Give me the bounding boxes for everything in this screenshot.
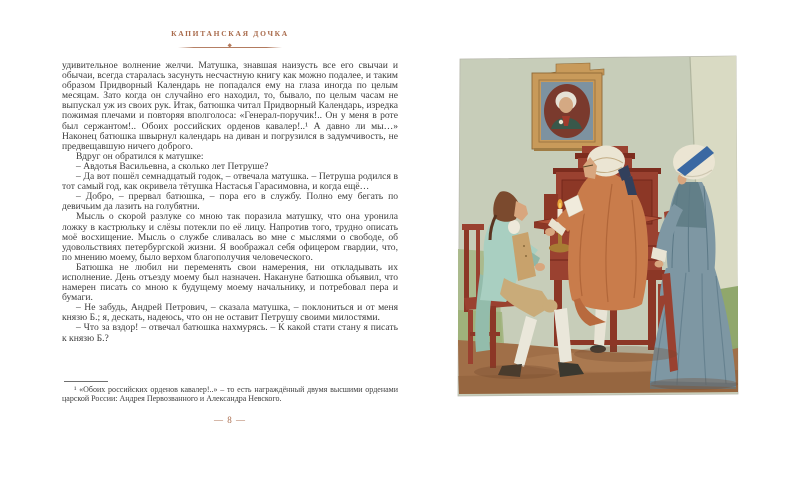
son-chair-leg <box>468 310 473 364</box>
bureau-leg <box>648 280 656 350</box>
son-hand <box>535 263 545 271</box>
paragraph: Мысль о скорой разлуке со мною так поразила матушку, что она уронила ложку в кастрюльку и слёзы потекли по её лицу. Напротив того, трудно описать моё восхищение. Мысль о службе сливалась во мне с мыслями о свободе, об удовольствиях петербургской жизни. Я воображал себя офицером гвардии, что, по мнению моему, было верхом благополучия человеческого. <box>62 211 398 263</box>
son-chair-leg <box>490 306 496 368</box>
father-hand <box>545 228 555 236</box>
paragraph: удивительное волнение желчи. Матушка, знавшая наизусть все его свычаи и обычаи, всегда старалась засунуть несчастную книгу как можно подалее, и таким образом Придворный Календарь не попадался ему на глаза иногда по целым месяцам. Зато когда он случайно его находил, то, бывало, по целым часам не выпускал уж из своих рук. Итак, батюшка читал Придворный Календарь, изредка пожимая плечами и повторяя вполголоса: «Генерал-поручик!.. Он у меня в роте был сержантом!.. Обоих российских орденов кавалер!..¹ А давно ли мы…» Наконец батюшка швырнул календарь на диван и погрузился в задумчивость, не предвещавшую ничего доброго. <box>62 60 398 152</box>
running-head: КАПИТАНСКАЯ ДОЧКА <box>171 29 289 38</box>
portrait-order-star <box>559 120 563 124</box>
mother-hand <box>655 261 664 268</box>
illustration <box>456 54 740 398</box>
page-number: — 8 — <box>214 415 246 425</box>
portrait-face <box>559 97 573 113</box>
footnote: ¹ «Обоих российских орденов кавалер!..» – то есть награждённый двумя высшими орденами царской России: Андрея Первозванного и Александра Невского. <box>62 385 398 404</box>
footnote-rule <box>64 381 108 382</box>
paragraph: Батюшка не любил ни переменять свои намерения, ни откладывать их исполнение. День отъезду моему был назначен. Накануне батюшка объявил, что намерен писать со мною к будущему моему начальнику, и потребовал пера и бумаги. <box>62 261 398 304</box>
paragraph: – Да вот пошёл семнадцатый годок, – отвечала матушка. – Петруша родился в тот самый год, как окривела тётушка Настасья Гарасимовна, и когда ещё… <box>62 171 398 193</box>
page-right <box>456 54 740 398</box>
header-ornament-icon <box>178 43 282 50</box>
paragraph: – Авдотья Васильевна, а сколько лет Петруше? <box>76 160 269 172</box>
portrait <box>532 63 604 151</box>
paragraph: – Добро, – прервал батюшка, – пора его в службу. Полно ему бегать по девичьим да лазить на голубятни. <box>62 191 398 213</box>
body-text <box>62 61 398 344</box>
paragraph: – Что за вздор! – отвечал батюшка нахмурясь. – К какой стати стану я писать к князю Б.? <box>62 322 398 344</box>
footnote-block <box>62 381 398 404</box>
paragraph: – Не забудь, Андрей Петрович, – сказала матушка, – поклониться и от меня князю Б.; я, дескать, надеюсь, что он не оставит Петрушу своими милостями. <box>62 302 398 324</box>
page-left <box>62 29 398 431</box>
son-cravat <box>508 220 520 234</box>
candle-base <box>549 244 571 253</box>
paragraph: Вдруг он обратился к матушке: <box>76 150 204 162</box>
